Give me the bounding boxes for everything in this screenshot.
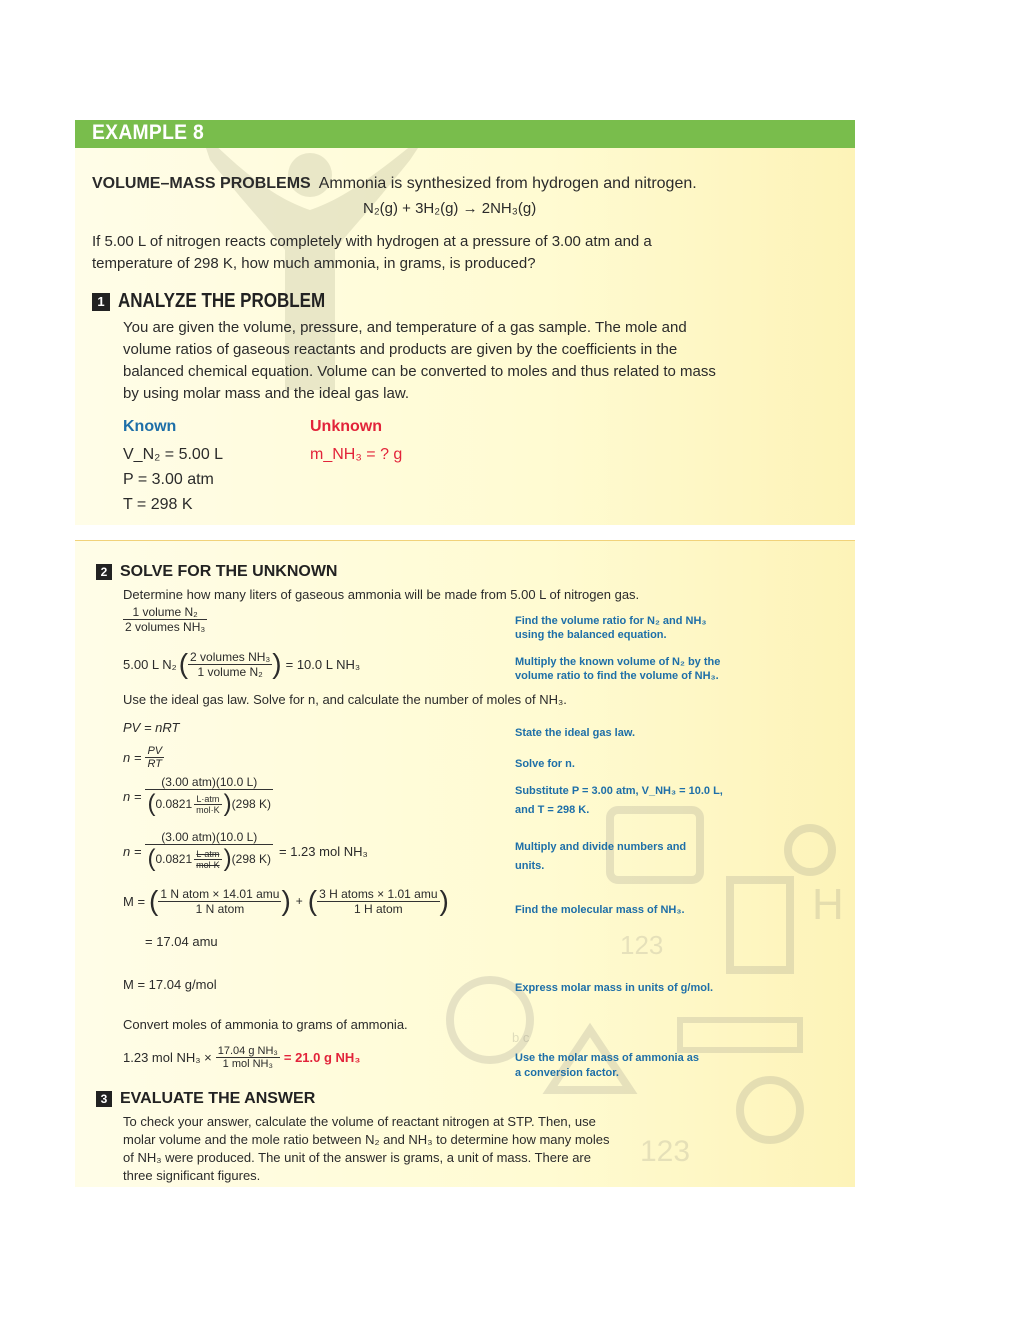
- cancel-units-den: mol·K: [196, 859, 220, 870]
- cancel-numerator: (3.00 atm)(10.0 L): [145, 830, 273, 845]
- example-banner-label: EXAMPLE 8: [92, 121, 204, 144]
- calc1-numerator: 2 volumes NH₃: [190, 649, 271, 664]
- problem-heading: VOLUME–MASS PROBLEMS: [92, 175, 311, 192]
- ratio-numerator: 1 volume N₂: [123, 605, 207, 620]
- mm-b-numerator: 3 H atoms × 1.01 amu: [319, 886, 438, 901]
- example-banner: [75, 120, 855, 148]
- ratio-denominator: 2 volumes NH₃: [125, 620, 206, 634]
- calc1-left: 5.00 L N₂: [123, 656, 177, 672]
- note-ratio-line-1: Find the volume ratio for N₂ and NH₃: [515, 615, 707, 627]
- mm-b-denominator: 1 H atom: [353, 901, 403, 916]
- n-equals: n =: [123, 750, 142, 765]
- known-label: Known: [123, 418, 177, 435]
- n-equals-3: n =: [123, 844, 142, 859]
- note-use-molar: [515, 1051, 745, 1081]
- watermark-h: H: [812, 880, 844, 929]
- volume-ratio: [123, 605, 207, 634]
- step3-title: EVALUATE THE ANSWER: [120, 1090, 316, 1107]
- molecular-mass-calc: M = ( $\frac{\text{1 N atom × 14.01 amu}}{\text{1 N atom}}$ ) + ( $\frac{\text{3 H atoms × 1.01 amu}}{\text{1 H atom}}$ ): [123, 885, 449, 916]
- step2-title: SOLVE FOR THE UNKNOWN: [120, 563, 338, 580]
- moles-result: = 1.23 mol NH₃: [279, 844, 368, 859]
- step2-number: 2: [96, 564, 112, 580]
- step1-header: [92, 290, 362, 313]
- ideal-gas-intro: Use the ideal gas law. Solve for n, and calculate the number of moles of NH₃.: [123, 692, 567, 707]
- known-temperature: T = 298 K: [123, 496, 193, 513]
- cancel-units-num: L·atm: [194, 849, 222, 860]
- note-use-molar-line-1: Use the molar mass of ammonia as: [515, 1052, 700, 1064]
- problem-intro-text: Ammonia is synthesized from hydrogen and nitrogen.: [318, 175, 697, 192]
- watermark-abc: b c: [512, 1030, 530, 1045]
- cancel-den-value: 0.0821: [155, 852, 193, 866]
- problem-intro: [92, 173, 697, 195]
- step1-title: ANALYZE THE PROBLEM: [118, 290, 326, 312]
- note-substitute: [515, 782, 745, 820]
- step1-line-4: by using molar mass and the ideal gas law.: [123, 385, 409, 402]
- step3-header: [96, 1090, 315, 1108]
- step2-header: [96, 563, 337, 581]
- substitution: n = (3.00 atm)(10.0 L) ( 0.0821 $\frac{\text{L·atm}}{\text{mol·K}}$ ) (298 K): [123, 775, 272, 817]
- unit-cancel-calc: n = (3.00 atm)(10.0 L) ( 0.0821 $\frac{\text{L·atm}}{\text{mol·K}}$ ) (298 K) = 1.23 mol NH₃: [123, 830, 368, 872]
- note-ratio: [515, 614, 745, 642]
- step1-number: 1: [92, 293, 110, 311]
- sub-den-units-num: L·atm: [194, 794, 222, 805]
- final-conversion: [123, 1045, 360, 1070]
- watermark-123-b: 123: [640, 1135, 691, 1168]
- ideal-gas-law: PV = nRT: [123, 720, 180, 735]
- sub-den-units-den: mol·K: [196, 804, 220, 815]
- reaction-equation: N₂(g) + 3H₂(g) → 2NH₃(g): [363, 200, 537, 217]
- note-substitute-line-2: and T = 298 K.: [515, 804, 590, 816]
- step3-line-1: To check your answer, calculate the volume of reactant nitrogen at STP. Then, use: [123, 1114, 596, 1129]
- note-use-molar-line-2: a conversion factor.: [515, 1067, 619, 1079]
- final-result: = 21.0 g NH₃: [283, 1050, 361, 1065]
- question-line-1: If 5.00 L of nitrogen reacts completely with hydrogen at a pressure of 3.00 atm and a: [92, 233, 652, 250]
- step1-line-3: balanced chemical equation. Volume can be converted to moles and thus related to mass: [123, 363, 716, 380]
- watermark-123: 123: [620, 930, 664, 960]
- calc1-denominator: 1 volume N₂: [197, 664, 263, 679]
- note-md-line-2: units.: [515, 860, 545, 872]
- note-molecular: Find the molecular mass of NH₃.: [515, 904, 685, 916]
- note-md-line-1: Multiply and divide numbers and: [515, 841, 687, 853]
- n-numerator: PV: [147, 745, 163, 757]
- n-denominator: RT: [147, 758, 163, 770]
- note-express: Express molar mass in units of g/mol.: [515, 982, 714, 994]
- convert-intro: Convert moles of ammonia to grams of ammonia.: [123, 1017, 408, 1032]
- step1-line-2: volume ratios of gaseous reactants and products are given by the coefficients in the: [123, 341, 678, 358]
- note-multiply-line-2: volume ratio to find the volume of NH₃.: [515, 670, 719, 682]
- final-denominator: 1 mol NH₃: [222, 1058, 273, 1070]
- sub-den-temp: (298 K): [231, 797, 272, 811]
- final-numerator: 17.04 g NH₃: [217, 1045, 278, 1057]
- note-state: State the ideal gas law.: [515, 727, 636, 739]
- note-solve: Solve for n.: [515, 758, 575, 770]
- mm-label: M =: [123, 893, 146, 909]
- note-substitute-line-1: Substitute P = 3.00 atm, V_NH₃ = 10.0 L,: [515, 785, 723, 797]
- mm-units: M = 17.04 g/mol: [123, 977, 217, 992]
- calc1-result: = 10.0 L NH₃: [285, 656, 361, 672]
- n-equals-2: n =: [123, 789, 142, 804]
- question-line-2: temperature of 298 K, how much ammonia, in grams, is produced?: [92, 255, 536, 272]
- note-ratio-line-2: using the balanced equation.: [515, 629, 667, 641]
- note-multiply: [515, 655, 745, 683]
- step3-line-4: three significant figures.: [123, 1168, 261, 1183]
- known-pressure: P = 3.00 atm: [123, 471, 214, 488]
- step3-number: 3: [96, 1091, 112, 1107]
- unknown-label: Unknown: [310, 418, 382, 435]
- sub-den-value: 0.0821: [155, 797, 193, 811]
- mm-a-numerator: 1 N atom × 14.01 amu: [160, 886, 280, 901]
- note-multiply-line-1: Multiply the known volume of N₂ by the: [515, 656, 721, 668]
- sub-numerator: (3.00 atm)(10.0 L): [145, 775, 273, 790]
- unknown-mass: m_NH₃ = ? g: [310, 446, 403, 463]
- cancel-den-temp: (298 K): [231, 852, 272, 866]
- volume-calculation: 5.00 L N₂ ( $\frac{\text{2 volumes NH₃}}{\text{1 volume N₂}}$ ) = 10.0 L NH₃: [123, 648, 361, 679]
- final-left: 1.23 mol NH₃ ×: [123, 1050, 212, 1065]
- step3-line-3: of NH₃ were produced. The unit of the answer is grams, a unit of mass. There are: [123, 1150, 591, 1165]
- note-multiply-divide: [515, 838, 745, 876]
- mm-total: = 17.04 amu: [145, 934, 218, 949]
- mm-a-denominator: 1 N atom: [195, 901, 245, 916]
- step2-intro: Determine how many liters of gaseous ammonia will be made from 5.00 L of nitrogen gas.: [123, 587, 640, 602]
- step3-line-2: molar volume and the mole ratio between N₂ and NH₃ to determine how many moles: [123, 1132, 610, 1147]
- solve-for-n: [123, 745, 164, 770]
- step1-line-1: You are given the volume, pressure, and temperature of a gas sample. The mole and: [123, 319, 687, 336]
- known-volume: V_N₂ = 5.00 L: [123, 446, 224, 463]
